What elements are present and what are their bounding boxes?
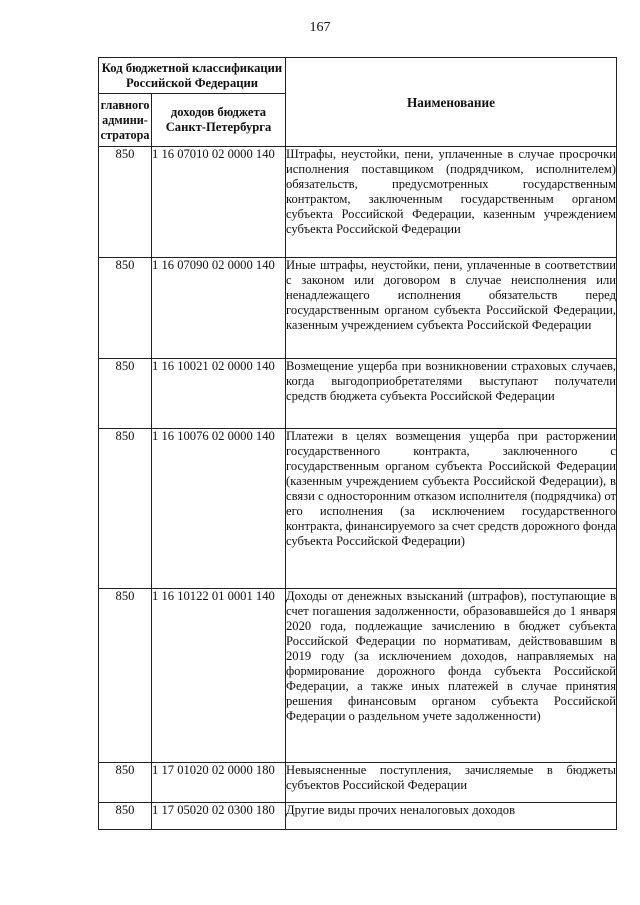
name-cell: Доходы от денежных взысканий (штрафов), поступающие в счет погашения задолженности, образовавшейся до 1 января 2020 года, подлежащие зачислению в бюджет субъекта Российской Федерации по нормативам, действовавшим в 2019 году (за исключением доходов, направляемых на формирование дорожного фонда субъекта Российской Федерации, а также иных платежей в случае принятия решения финансовым органом субъекта Российской Федерации о раздельном учете задолженности): [286, 589, 617, 763]
income-code-cell: 1 16 07010 02 0000 140: [152, 147, 286, 258]
table-row: [99, 359, 617, 429]
name-cell: Платежи в целях возмещения ущерба при расторжении государственного контракта, заключенного с государственным органом субъекта Российской Федерации (казенным учреждением субъекта Российской Федерации), в связи с односторонним отказом исполнителя (подрядчика) от его исполнения (за исключением государственного контракта, финансируемого за счет средств дорожного фонда субъекта Российской Федерации): [286, 429, 617, 589]
table-row: [99, 147, 617, 258]
admin-code-cell: 850: [99, 359, 152, 429]
income-code-cell: 1 16 10122 01 0001 140: [152, 589, 286, 763]
admin-code-cell: 850: [99, 803, 152, 830]
table-row: [99, 763, 617, 803]
table-row: [99, 429, 617, 589]
admin-code-cell: 850: [99, 763, 152, 803]
admin-code-cell: 850: [99, 429, 152, 589]
header-chief-administrator: главного админи-стратора: [99, 94, 152, 147]
page-number: 167: [309, 20, 331, 35]
name-cell: Иные штрафы, неустойки, пени, уплаченные в соответствии с законом или договором в случае неисполнения или ненадлежащего исполнения обязательств перед государственным органом субъекта Российской Федерации, казенным учреждением субъекта Российской Федерации: [286, 258, 617, 359]
income-code-cell: 1 17 05020 02 0300 180: [152, 803, 286, 830]
header-classification-code: Код бюджетной классификации Российской Федерации: [99, 58, 286, 94]
table-row: [99, 803, 617, 830]
table-row: [99, 589, 617, 763]
table-row: [99, 258, 617, 359]
name-cell: Штрафы, неустойки, пени, уплаченные в случае просрочки исполнения поставщиком (подрядчиком, исполнителем) обязательств, предусмотренных государственным контрактом, заключенным государственным органом субъекта Российской Федерации, казенным учреждением субъекта Российской Федерации: [286, 147, 617, 258]
admin-code-cell: 850: [99, 589, 152, 763]
admin-code-cell: 850: [99, 147, 152, 258]
name-cell: Возмещение ущерба при возникновении страховых случаев, когда выгодоприобретателями выступают получатели средств бюджета субъекта Российской Федерации: [286, 359, 617, 429]
header-income: доходов бюджета Санкт-Петербурга: [152, 94, 286, 147]
income-code-cell: 1 16 10021 02 0000 140: [152, 359, 286, 429]
name-cell: Другие виды прочих неналоговых доходов: [286, 803, 617, 830]
budget-classification-table: [98, 57, 617, 830]
income-code-cell: 1 16 10076 02 0000 140: [152, 429, 286, 589]
income-code-cell: 1 16 07090 02 0000 140: [152, 258, 286, 359]
header-name: Наименование: [286, 58, 617, 147]
income-code-cell: 1 17 01020 02 0000 180: [152, 763, 286, 803]
admin-code-cell: 850: [99, 258, 152, 359]
name-cell: Невыясненные поступления, зачисляемые в бюджеты субъектов Российской Федерации: [286, 763, 617, 803]
